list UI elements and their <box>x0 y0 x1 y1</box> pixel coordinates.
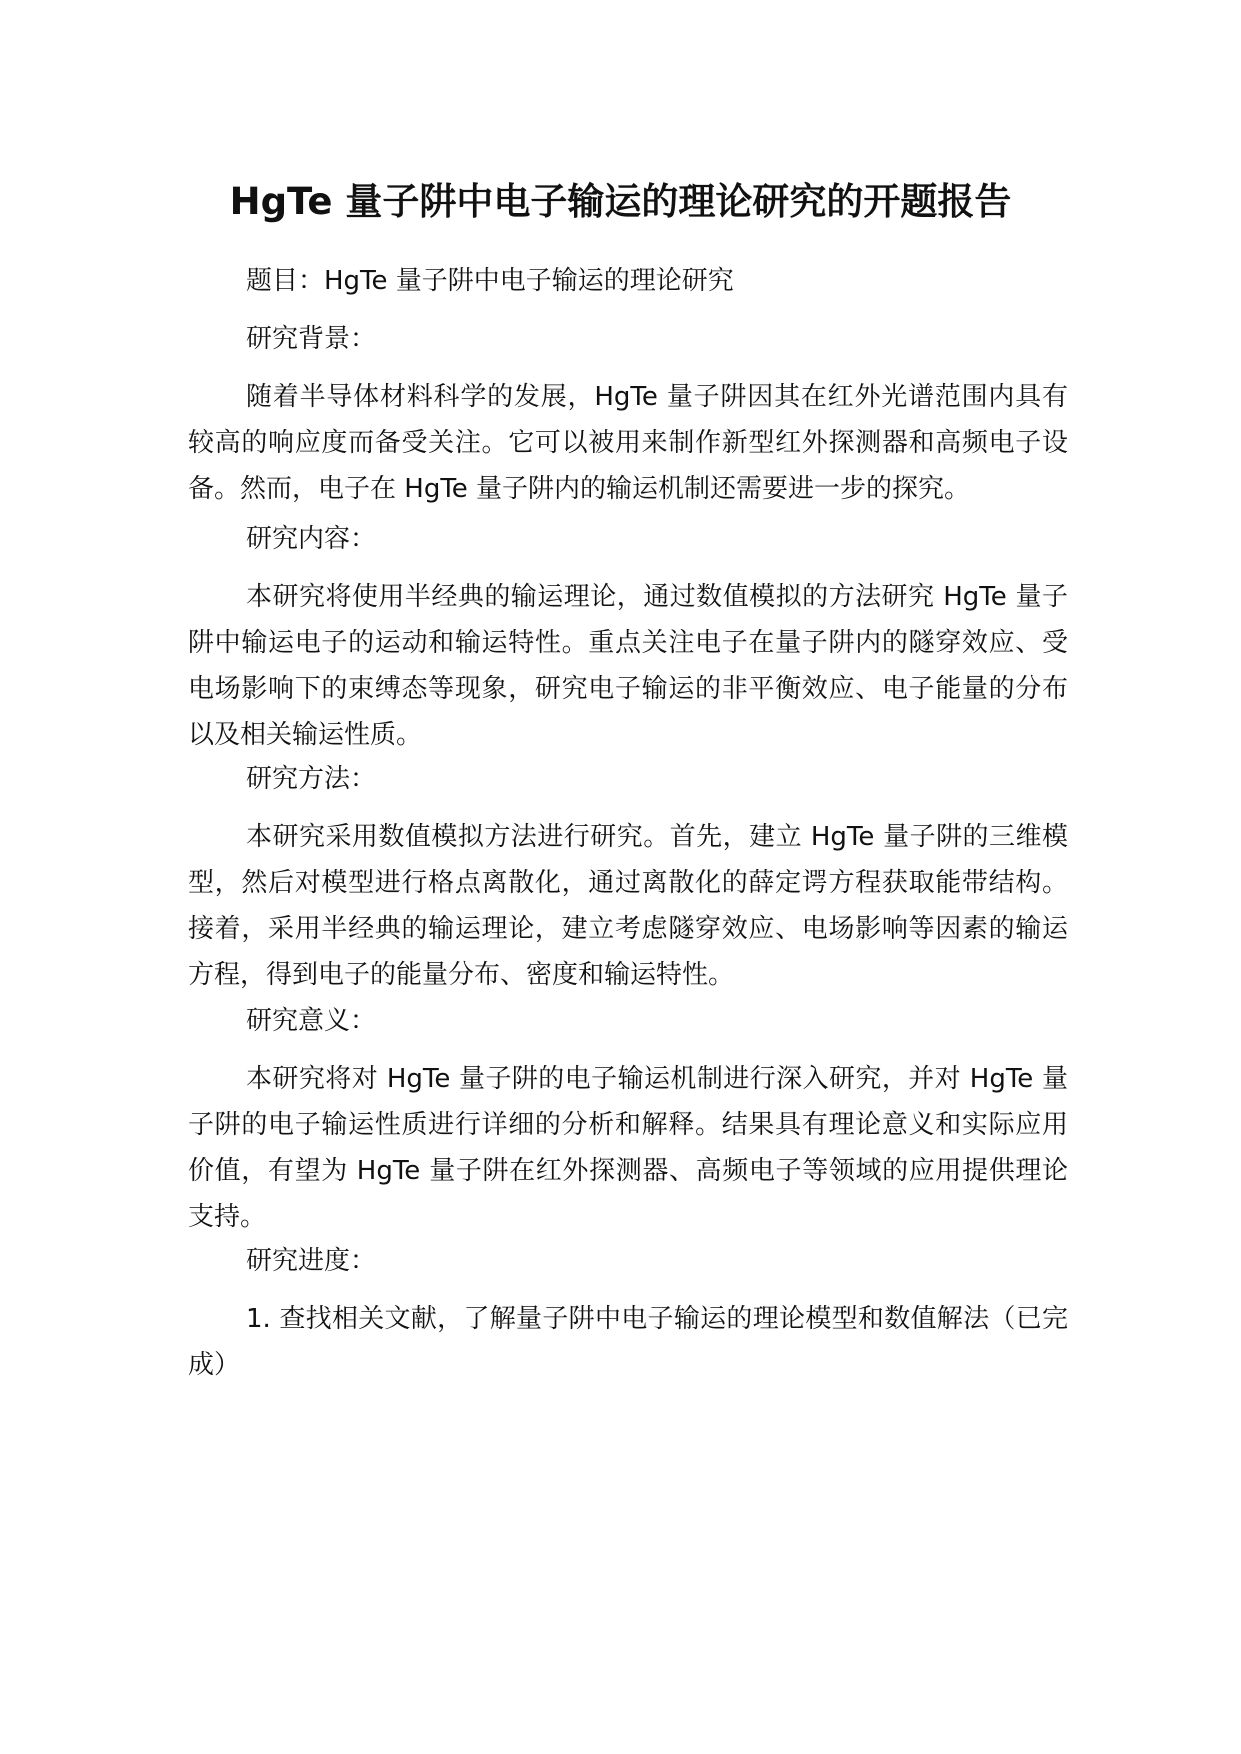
method-heading: 研究方法： <box>246 764 377 794</box>
content-paragraph: 本研究将使用半经典的输运理论，通过数值模拟的方法研究 HgTe 量子阱中输运电子的运动和输运特性。重点关注电子在量子阱内的隧穿效应、受电场影响下的束缚态等现象，研究电子输运的非平衡效应、电子能量的分布以及相关输运性质。 <box>188 582 1068 750</box>
progress-heading: 研究进度： <box>246 1246 377 1276</box>
method-paragraph: 本研究采用数值模拟方法进行研究。首先，建立 HgTe 量子阱的三维模型，然后对模型进行格点离散化，通过离散化的薛定谔方程获取能带结构。接着，采用半经典的输运理论，建立考虑隧穿效应、电场影响等因素的输运方程，得到电子的能量分布、密度和输运特性。 <box>188 822 1068 990</box>
document-title: HgTe 量子阱中电子输运的理论研究的开题报告 <box>229 180 1012 223</box>
progress-item-1: 1. 查找相关文献，了解量子阱中电子输运的理论模型和数值解法（已完成） <box>188 1304 1068 1380</box>
background-paragraph: 随着半导体材料科学的发展，HgTe 量子阱因其在红外光谱范围内具有较高的响应度而备受关注。它可以被用来制作新型红外探测器和高频电子设备。然而，电子在 HgTe 量子阱内的输运机制还需要进一步的探究。 <box>188 382 1068 504</box>
significance-paragraph: 本研究将对 HgTe 量子阱的电子输运机制进行深入研究，并对 HgTe 量子阱的电子输运性质进行详细的分析和解释。结果具有理论意义和实际应用价值，有望为 HgTe 量子阱在红外探测器、高频电子等领域的应用提供理论支持。 <box>188 1064 1068 1232</box>
significance-heading: 研究意义： <box>246 1006 377 1036</box>
background-heading: 研究背景： <box>246 324 377 354</box>
topic-line: 题目：HgTe 量子阱中电子输运的理论研究 <box>246 266 734 296</box>
content-heading: 研究内容： <box>246 524 377 554</box>
